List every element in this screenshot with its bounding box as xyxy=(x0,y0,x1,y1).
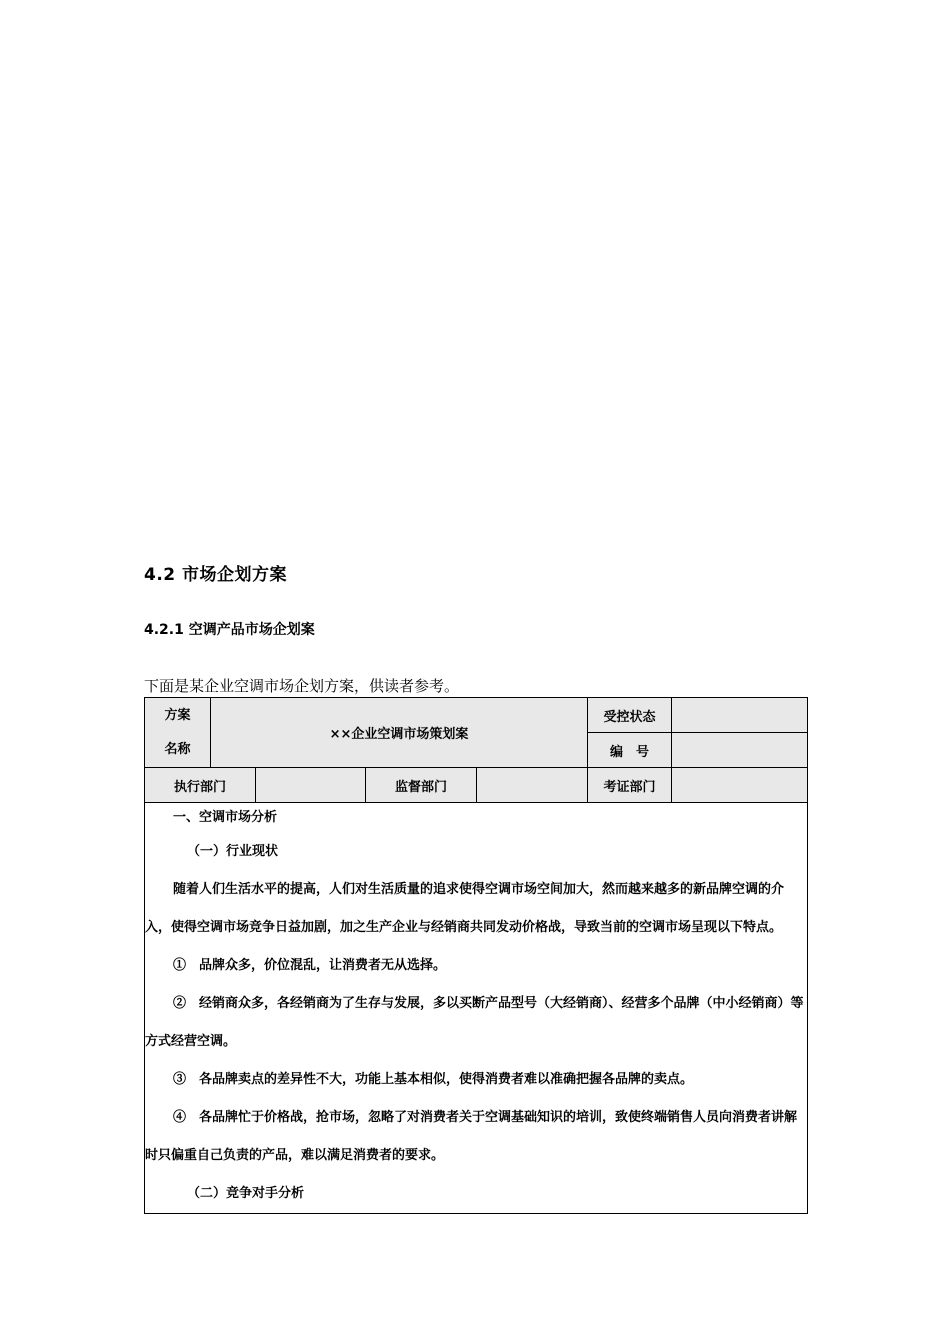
exec-dept-value xyxy=(256,768,366,803)
content-list-item: ② 经销商众多，各经销商为了生存与发展，多以买断产品型号（大经销商）、经营多个品牌（中小经销商）等方式经营空调。 xyxy=(145,996,804,1049)
supervise-dept-value xyxy=(477,768,588,803)
exec-dept-label: 执行部门 xyxy=(145,768,256,803)
verify-dept-value xyxy=(672,768,808,803)
content-list-item: ④ 各品牌忙于价格战，抢市场，忽略了对消费者关于空调基础知识的培训，致使终端销售人员向消费者讲解时只偏重自己负责的产品，难以满足消费者的要求。 xyxy=(145,1110,798,1163)
control-status-label: 受控状态 xyxy=(588,698,672,733)
number-value xyxy=(672,733,808,768)
intro-text: 下面是某企业空调市场企划方案，供读者参考。 xyxy=(144,677,460,695)
verify-dept-label: 考证部门 xyxy=(588,768,672,803)
content-list-item: ① 品牌众多，价位混乱，让消费者无从选择。 xyxy=(173,958,447,973)
plan-table xyxy=(144,697,808,1214)
section-heading: 4.2 市场企划方案 xyxy=(144,565,288,585)
content-paragraph: 随着人们生活水平的提高，人们对生活质量的追求使得空调市场空间加大，然而越来越多的新品牌空调的介入，使得空调市场竞争日益加剧，加之生产企业与经销商共同发动价格战，导致当前的空调市场呈现以下特点。 xyxy=(145,882,785,935)
plan-name-label: 方案 名称 xyxy=(145,698,211,768)
number-label: 编 号 xyxy=(588,733,672,768)
subsection-heading: 4.2.1 空调产品市场企划案 xyxy=(144,622,315,638)
plan-content xyxy=(145,803,808,1214)
supervise-dept-label: 监督部门 xyxy=(366,768,477,803)
control-status-value xyxy=(672,698,808,733)
content-section-title: 一、空调市场分析 xyxy=(173,810,278,825)
content-sub-title: （一）行业现状 xyxy=(187,844,279,859)
plan-name-value: ××企业空调市场策划案 xyxy=(211,698,588,768)
content-sub-title: （二）竞争对手分析 xyxy=(187,1186,305,1201)
content-list-item: ③ 各品牌卖点的差异性不大，功能上基本相似，使得消费者难以准确把握各品牌的卖点。 xyxy=(173,1072,694,1087)
